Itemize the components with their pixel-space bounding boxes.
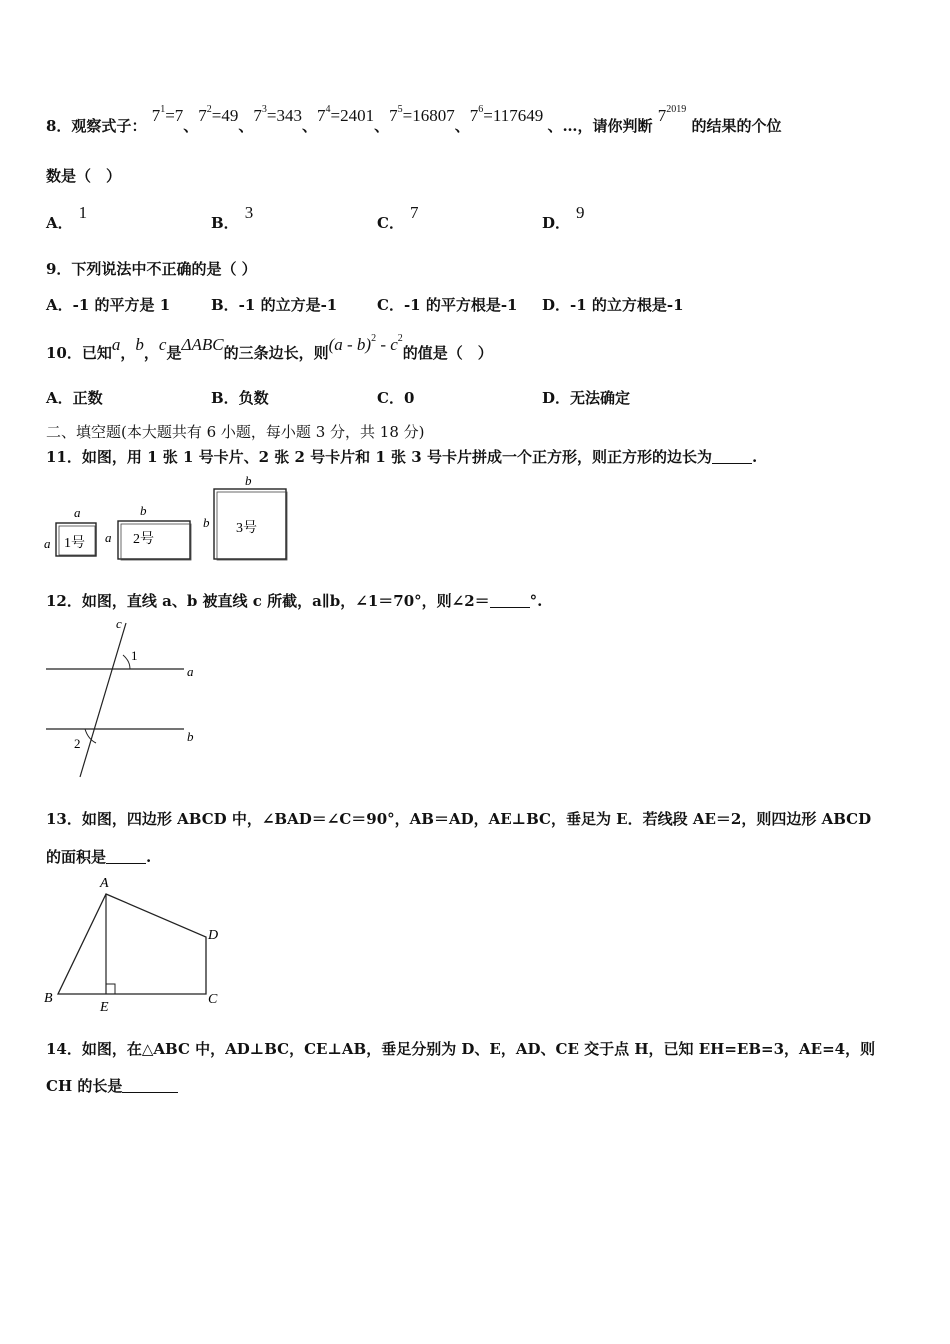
q9-option-a[interactable]: A．-1 的平方是 1 <box>46 296 171 314</box>
q13-stem-line2: 的面积是 . <box>46 848 152 866</box>
card-1-left-side: a <box>44 536 51 551</box>
q9-option-b[interactable]: B．-1 的立方是-1 <box>211 296 338 314</box>
q8-target-power: $7^{2019}$ <box>657 104 687 125</box>
q14-stem-line2: CH 的长是 <box>46 1075 178 1096</box>
q12-stem: 12．如图，直线 a、b 被直线 c 所截，a∥b，∠1＝70°，则∠2＝ °. <box>46 592 543 610</box>
card-3-left-side: b <box>203 515 210 530</box>
q13-figure <box>40 872 240 1012</box>
q9-option-c[interactable]: C．-1 的平方根是-1 <box>377 296 518 314</box>
card-1-label: 1号 <box>64 536 85 551</box>
angle-1-arc <box>123 655 130 669</box>
q11-answer-blank[interactable] <box>712 449 752 464</box>
q10-option-c[interactable]: C．0 <box>377 389 415 407</box>
q14-stem: 14．如图，在△ABC 中，AD⊥BC，CE⊥AB，垂足分别为 D、E，AD、CE 交于点 H，已知 EH=EB=3，AE=4，则 <box>46 1040 876 1058</box>
card-2-left-side: a <box>105 530 112 545</box>
card-3 <box>203 475 287 560</box>
point-b-label: B <box>44 991 53 1006</box>
q12-figure <box>40 615 220 780</box>
q10-option-b[interactable]: B．负数 <box>211 389 269 407</box>
q8-stem-line2: 数是（ ） <box>46 167 122 185</box>
q10-stem: 10．已知a，b，c是ΔABC的三条边长，则$(a - b)^2 - c^2$的值是（ ） <box>46 333 493 362</box>
angle-1-label: 1 <box>131 648 138 663</box>
card-1-top-side: a <box>74 505 81 520</box>
q12-answer-blank[interactable] <box>490 593 530 608</box>
section-heading: 二、填空题(本大题共有 6 小题，每小题 3 分，共 18 分) <box>46 423 425 441</box>
q11-stem: 11．如图，用 1 张 1 号卡片、2 张 2 号卡片和 1 张 3 号卡片拼成一个正方形，则正方形的边长为 . <box>46 448 758 466</box>
point-e-label: E <box>100 1000 109 1012</box>
q10-option-d[interactable]: D．无法确定 <box>542 389 631 407</box>
q8-option-d[interactable]: D．9 <box>542 203 585 232</box>
card-1 <box>44 505 96 556</box>
point-d-label: D <box>208 928 219 943</box>
right-angle-mark <box>106 984 115 994</box>
q9-option-d[interactable]: D．-1 的立方根是-1 <box>542 296 684 314</box>
point-a-label: A <box>100 876 109 891</box>
line-b-label: b <box>187 729 194 744</box>
q8-option-c[interactable]: C．7 <box>377 203 419 232</box>
q8-stem: 8．观察式子： $7^1=7$、$7^2=49$、$7^3=343$、$7^4=2401$、$7^5=16807$、$7^6=117649$ 、…，请你判断 $7^{2019}$ 的结果的个位 <box>46 104 782 135</box>
q11-figure <box>40 475 300 565</box>
card-2-label: 2号 <box>133 532 154 547</box>
q8-power-sequence: $7^1=7$、$7^2=49$、$7^3=343$、$7^4=2401$、$7^5=16807$、$7^6=117649$ <box>151 104 544 135</box>
point-c-label: C <box>208 992 218 1007</box>
q10-option-a[interactable]: A．正数 <box>46 389 103 407</box>
q13-answer-blank[interactable] <box>106 849 146 864</box>
card-3-label: 3号 <box>236 521 257 536</box>
line-c-label: c <box>116 616 122 631</box>
angle-2-label: 2 <box>74 736 81 751</box>
quadrilateral-abcd <box>58 894 206 994</box>
card-2-top-side: b <box>140 503 147 518</box>
line-a-label: a <box>187 664 194 679</box>
q14-answer-blank[interactable] <box>122 1078 178 1093</box>
line-c <box>80 623 126 777</box>
card-3-top-side: b <box>245 475 252 488</box>
card-2 <box>105 503 191 560</box>
q8-option-b[interactable]: B．3 <box>211 203 254 232</box>
q13-stem: 13．如图，四边形 ABCD 中，∠BAD＝∠C＝90°，AB＝AD，AE⊥BC，垂足为 E．若线段 AE＝2，则四边形 ABCD <box>46 810 872 828</box>
q9-stem: 9．下列说法中不正确的是（ ） <box>46 260 257 278</box>
q10-triangle: ΔABC <box>181 335 224 354</box>
q8-option-a[interactable]: A．1 <box>46 203 88 232</box>
q10-expression: $(a - b)^2 - c^2$ <box>328 333 403 354</box>
